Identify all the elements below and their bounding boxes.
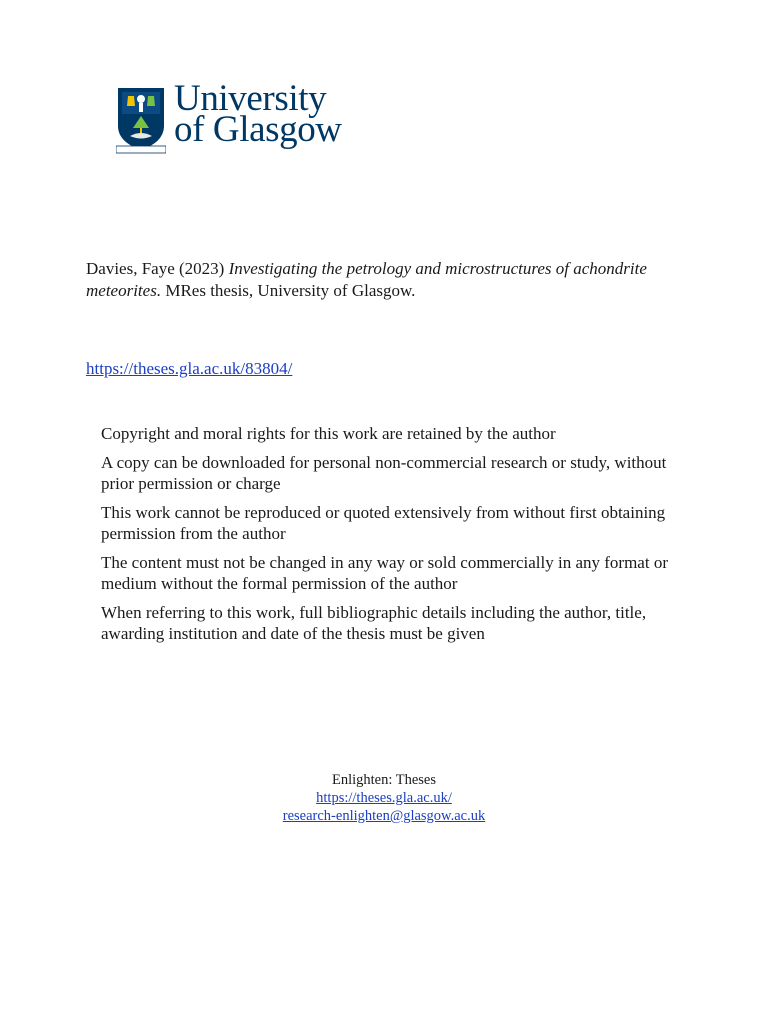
footer-url-link[interactable]: https://theses.gla.ac.uk/ bbox=[316, 790, 452, 806]
citation-degree: MRes thesis, University of Glasgow. bbox=[165, 281, 416, 300]
record-url-link[interactable]: https://theses.gla.ac.uk/83804/ bbox=[86, 359, 293, 378]
thesis-citation bbox=[86, 258, 706, 302]
rights-statement-referencing: When referring to this work, full bibliographic details including the author, title, awarding institution and date of the thesis must be given bbox=[101, 603, 647, 643]
rights-statement-reproduction: This work cannot be reproduced or quoted extensively from without first obtaining permission from the author bbox=[101, 503, 666, 543]
university-wordmark bbox=[174, 78, 342, 150]
record-url-line bbox=[86, 358, 292, 380]
wordmark-line-1: University bbox=[174, 78, 327, 119]
citation-author-year: Davies, Faye (2023) bbox=[86, 259, 225, 278]
university-crest-icon bbox=[116, 84, 166, 154]
enlighten-footer bbox=[0, 771, 768, 825]
university-logo bbox=[116, 78, 356, 160]
footer-heading: Enlighten: Theses bbox=[331, 772, 437, 788]
rights-statement-download: A copy can be downloaded for personal non-commercial research or study, without prior permission or charge bbox=[101, 453, 667, 493]
rights-statements bbox=[101, 423, 701, 652]
footer-email-link[interactable]: research-enlighten@glasgow.ac.uk bbox=[282, 808, 486, 824]
citation-title: Investigating the petrology and microstructures of achondrite meteorites. bbox=[86, 259, 647, 300]
rights-statement-modification: The content must not be changed in any way or sold commercially in any format or medium without the formal permission of the author bbox=[101, 553, 668, 593]
rights-statement-copyright: Copyright and moral rights for this work are retained by the author bbox=[101, 424, 556, 443]
wordmark-line-2: of Glasgow bbox=[174, 109, 342, 150]
